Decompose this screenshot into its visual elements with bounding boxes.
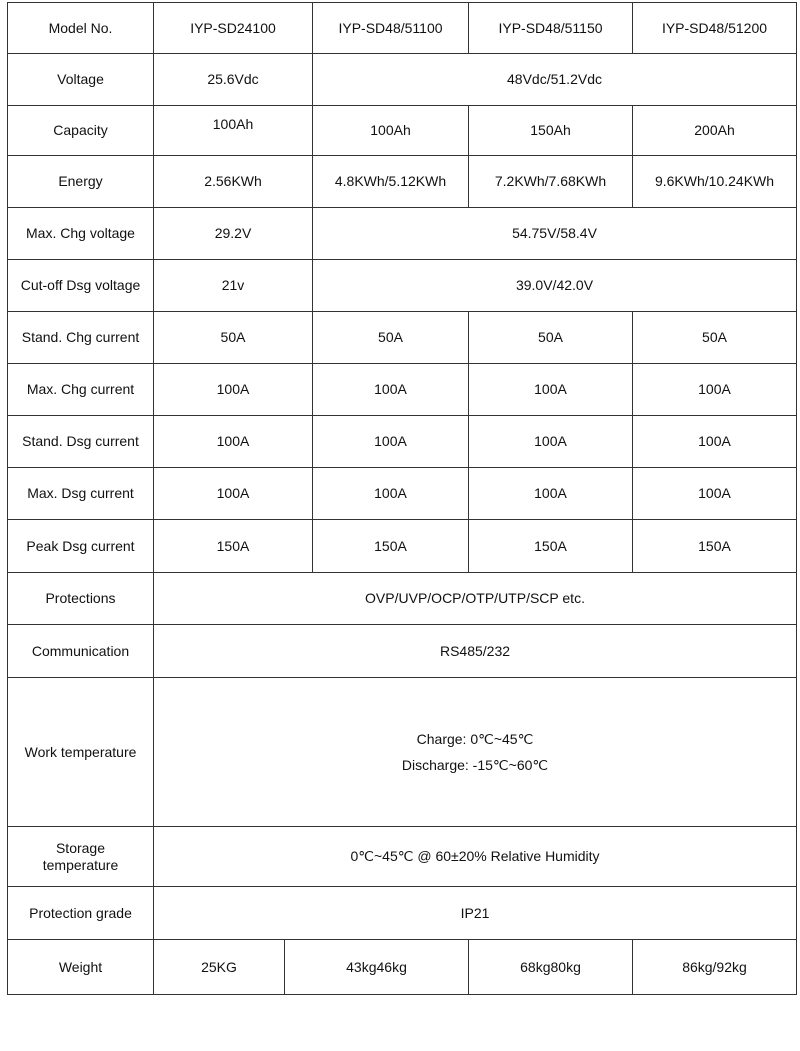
storage-temperature-label-line: temperature xyxy=(42,856,119,873)
cell-protections: OVP/UVP/OCP/OTP/UTP/SCP etc. xyxy=(153,572,797,625)
cell-stand-dsg-current: 100A xyxy=(468,415,633,468)
cell-max-dsg-current: 100A xyxy=(632,467,797,520)
work-temperature-lines xyxy=(402,731,548,774)
cell-max-chg-current: 100A xyxy=(153,363,313,416)
row-label-stand-dsg-current: Stand. Dsg current xyxy=(7,415,154,468)
row-label-peak-dsg-current: Peak Dsg current xyxy=(7,519,154,573)
cell-peak-dsg-current: 150A xyxy=(632,519,797,573)
row-label-storage-temperature xyxy=(7,826,154,887)
row-label-stand-chg-current: Stand. Chg current xyxy=(7,311,154,364)
cell-voltage: 25.6Vdc xyxy=(153,53,313,106)
cell-capacity: 100Ah xyxy=(153,105,313,156)
work-temperature-line: Charge: 0℃~45℃ xyxy=(416,730,534,747)
cell-max-dsg-current: 100A xyxy=(312,467,469,520)
row-label-voltage: Voltage xyxy=(7,53,154,106)
cell-weight: 43kg46kg xyxy=(284,939,469,995)
cell-max-chg-current: 100A xyxy=(312,363,469,416)
model-name: IYP-SD24100 xyxy=(153,2,313,54)
row-label-work-temperature: Work temperature xyxy=(7,677,154,827)
row-label-capacity: Capacity xyxy=(7,105,154,156)
cell-energy: 4.8KWh/5.12KWh xyxy=(312,155,469,208)
cell-max-dsg-current: 100A xyxy=(153,467,313,520)
model-name: IYP-SD48/51100 xyxy=(312,2,469,54)
cell-capacity: 200Ah xyxy=(632,105,797,156)
cell-stand-chg-current: 50A xyxy=(153,311,313,364)
storage-temperature-label-line: Storage xyxy=(55,839,106,856)
cell-max-chg-voltage-merged: 54.75V/58.4V xyxy=(312,207,797,260)
cell-energy: 2.56KWh xyxy=(153,155,313,208)
cell-stand-chg-current: 50A xyxy=(312,311,469,364)
row-label-protections: Protections xyxy=(7,572,154,625)
cell-storage-temperature: 0℃~45℃ @ 60±20% Relative Humidity xyxy=(153,826,797,887)
model-name: IYP-SD48/51150 xyxy=(468,2,633,54)
row-label-max-chg-current: Max. Chg current xyxy=(7,363,154,416)
row-label-communication: Communication xyxy=(7,624,154,678)
cell-stand-chg-current: 50A xyxy=(468,311,633,364)
cell-voltage-merged: 48Vdc/51.2Vdc xyxy=(312,53,797,106)
row-label-weight: Weight xyxy=(7,939,154,995)
cell-protection-grade: IP21 xyxy=(153,886,797,940)
cell-cutoff-dsg-voltage: 21v xyxy=(153,259,313,312)
cell-stand-dsg-current: 100A xyxy=(312,415,469,468)
cell-max-dsg-current: 100A xyxy=(468,467,633,520)
cell-stand-chg-current: 50A xyxy=(632,311,797,364)
cell-stand-dsg-current: 100A xyxy=(632,415,797,468)
cell-capacity: 150Ah xyxy=(468,105,633,156)
cell-energy: 7.2KWh/7.68KWh xyxy=(468,155,633,208)
cell-peak-dsg-current: 150A xyxy=(468,519,633,573)
cell-work-temperature xyxy=(153,677,797,827)
cell-energy: 9.6KWh/10.24KWh xyxy=(632,155,797,208)
row-label-protection-grade: Protection grade xyxy=(7,886,154,940)
cell-weight: 86kg/92kg xyxy=(632,939,797,995)
cell-weight: 68kg80kg xyxy=(468,939,633,995)
cell-weight: 25KG xyxy=(153,939,285,995)
cell-max-chg-current: 100A xyxy=(468,363,633,416)
cell-stand-dsg-current: 100A xyxy=(153,415,313,468)
work-temperature-line: Discharge: -15℃~60℃ xyxy=(401,756,549,773)
cell-peak-dsg-current: 150A xyxy=(153,519,313,573)
model-name: IYP-SD48/51200 xyxy=(632,2,797,54)
spec-table xyxy=(7,2,796,994)
header-label: Model No. xyxy=(7,2,154,54)
cell-communication: RS485/232 xyxy=(153,624,797,678)
row-label-max-dsg-current: Max. Dsg current xyxy=(7,467,154,520)
cell-max-chg-voltage: 29.2V xyxy=(153,207,313,260)
row-label-max-chg-voltage: Max. Chg voltage xyxy=(7,207,154,260)
row-label-cutoff-dsg-voltage: Cut-off Dsg voltage xyxy=(7,259,154,312)
cell-capacity: 100Ah xyxy=(312,105,469,156)
row-label-energy: Energy xyxy=(7,155,154,208)
cell-max-chg-current: 100A xyxy=(632,363,797,416)
cell-peak-dsg-current: 150A xyxy=(312,519,469,573)
cell-cutoff-dsg-voltage-merged: 39.0V/42.0V xyxy=(312,259,797,312)
